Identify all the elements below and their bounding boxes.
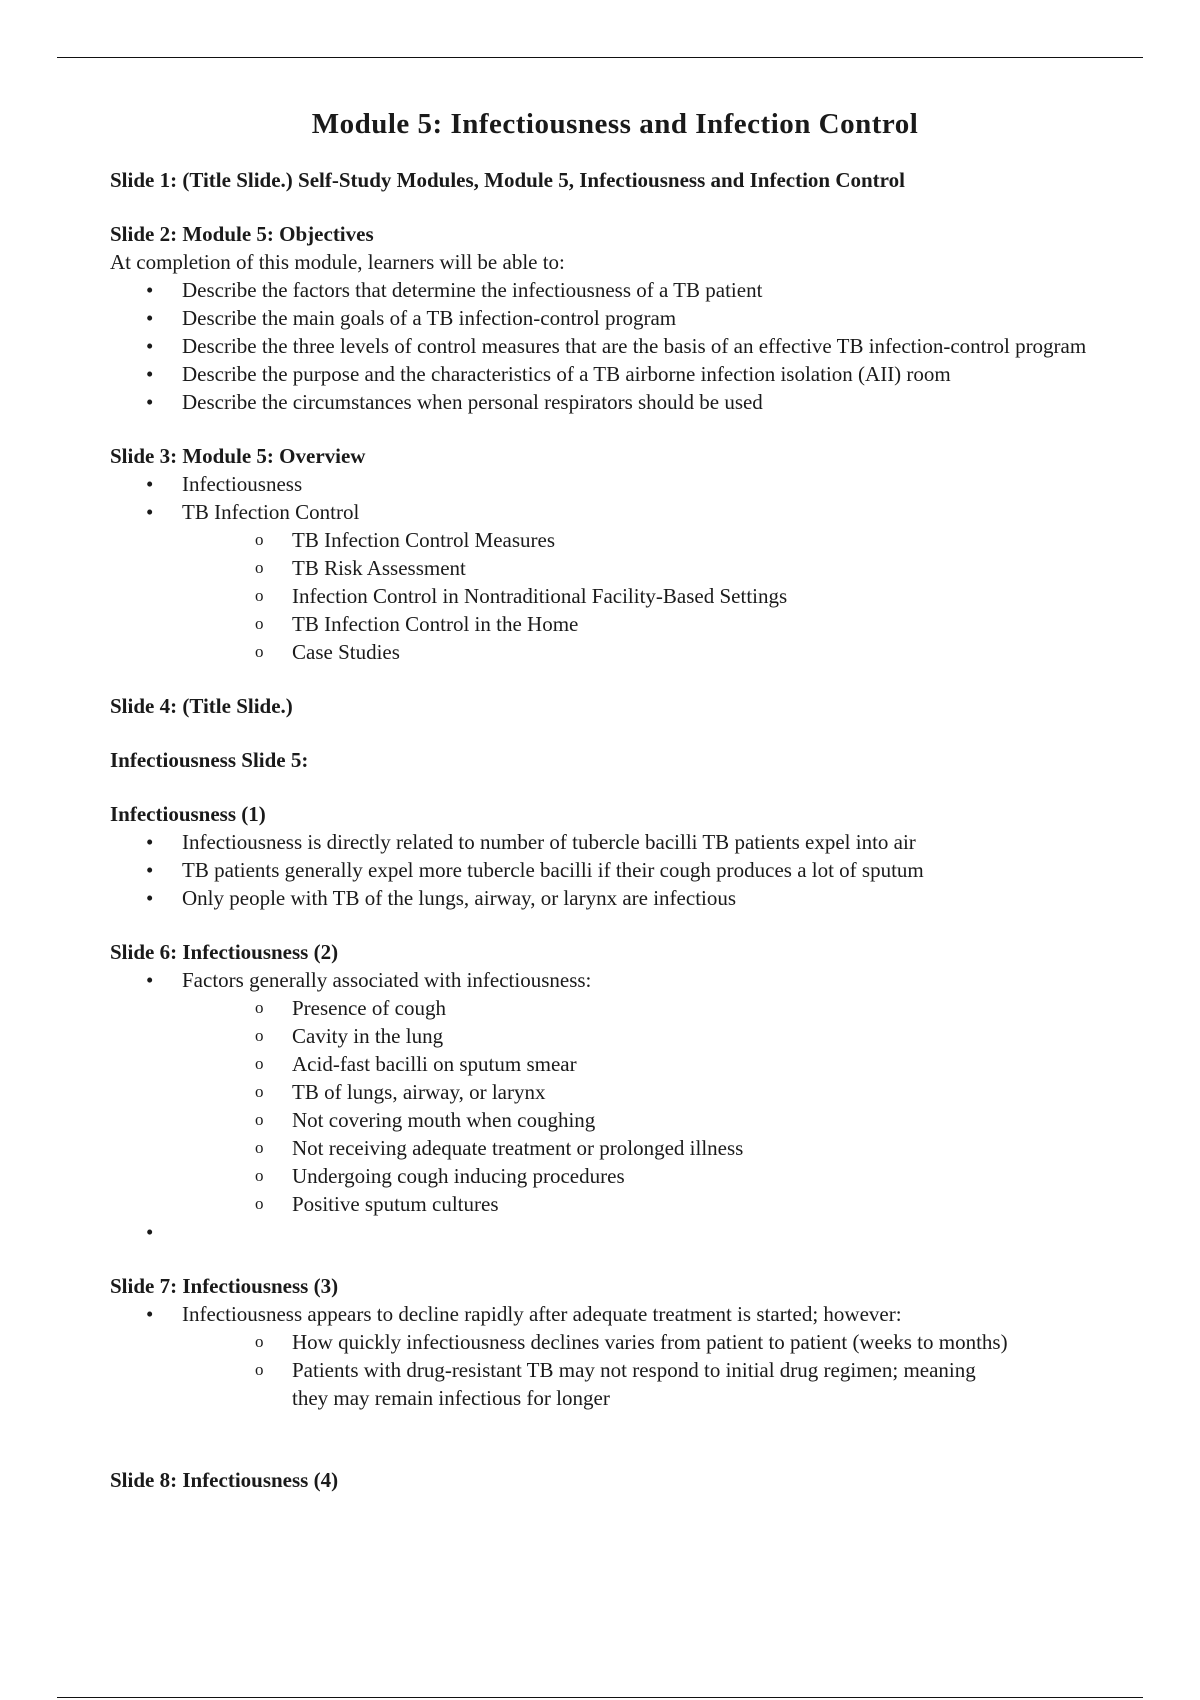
list-item: • Describe the factors that determine the infectiousness of a TB patient — [146, 278, 763, 302]
slide6-heading: Slide 6: Infectiousness (2) — [110, 940, 339, 964]
bullet-icon: • — [146, 886, 154, 910]
sublist-item: o Not receiving adequate treatment or prolonged illness — [255, 1136, 744, 1160]
bullet-icon: • — [146, 1220, 154, 1244]
circle-bullet-icon: o — [255, 530, 264, 549]
circle-bullet-icon: o — [255, 1166, 264, 1185]
slide3-heading: Slide 3: Module 5: Overview — [110, 444, 366, 468]
bullet-icon: • — [146, 472, 154, 496]
bullet-icon: • — [146, 830, 154, 854]
slide5-section — [110, 800, 1120, 912]
sublist-item: o TB of lungs, airway, or larynx — [255, 1080, 546, 1104]
empty-list — [110, 1218, 1120, 1246]
circle-bullet-icon: o — [255, 642, 264, 661]
sublist-item: o How quickly infectiousness declines varies from patient to patient (weeks to months) — [255, 1330, 1008, 1354]
bullet-icon: • — [146, 362, 154, 386]
sublist-item: o Not covering mouth when coughing — [255, 1108, 596, 1132]
circle-bullet-icon: o — [255, 614, 264, 633]
decline-sublist — [110, 1328, 1120, 1412]
circle-bullet-icon: o — [255, 586, 264, 605]
slide2-intro: At completion of this module, learners will be able to: — [110, 250, 565, 274]
slide4-heading: Slide 4: (Title Slide.) — [110, 694, 293, 718]
circle-bullet-icon: o — [255, 1332, 264, 1351]
empty-list-item — [110, 1218, 1120, 1246]
slide8-heading: Slide 8: Infectiousness (4) — [110, 1468, 339, 1492]
factors-list — [110, 966, 1120, 994]
infectiousness-list — [110, 828, 1120, 912]
list-item: • Only people with TB of the lungs, airway, or larynx are infectious — [146, 886, 737, 910]
bullet-icon: • — [146, 334, 154, 358]
document-page — [110, 108, 1120, 1494]
slide7-section — [110, 1272, 1120, 1412]
list-item: • TB Infection Control — [146, 500, 360, 524]
sublist-item: o Presence of cough — [255, 996, 446, 1020]
slide7-heading: Slide 7: Infectiousness (3) — [110, 1274, 339, 1298]
overview-sublist — [110, 526, 1120, 666]
bullet-icon: • — [146, 278, 154, 302]
bullet-icon: • — [146, 858, 154, 882]
slide5-subheading: Infectiousness (1) — [110, 802, 266, 826]
sublist-item: o Acid-fast bacilli on sputum smear — [255, 1052, 577, 1076]
circle-bullet-icon: o — [255, 998, 264, 1017]
overview-list — [110, 470, 1120, 526]
bullet-icon: • — [146, 968, 154, 992]
circle-bullet-icon: o — [255, 1110, 264, 1129]
slide1-heading: Slide 1: (Title Slide.) Self-Study Modules, Module 5, Infectiousness and Infection Control — [110, 168, 905, 192]
list-item: • Describe the circumstances when personal respirators should be used — [146, 390, 763, 414]
objectives-list — [110, 276, 1120, 416]
sublist-item: o TB Infection Control Measures — [255, 528, 556, 552]
top-rule — [57, 57, 1143, 58]
bullet-icon: • — [146, 390, 154, 414]
list-item: • Describe the three levels of control measures that are the basis of an effective TB infection-control program — [146, 334, 1087, 358]
sublist-item: o Case Studies — [255, 640, 400, 664]
slide5-heading: Infectiousness Slide 5: — [110, 748, 309, 772]
bullet-icon: • — [146, 306, 154, 330]
decline-list — [110, 1300, 1120, 1328]
list-item: • Infectiousness is directly related to number of tubercle bacilli TB patients expel into air — [146, 830, 916, 854]
list-item: • Infectiousness — [146, 472, 303, 496]
factors-sublist — [110, 994, 1120, 1218]
list-item: • TB patients generally expel more tubercle bacilli if their cough produces a lot of sputum — [146, 858, 924, 882]
sublist-item: o Positive sputum cultures — [255, 1192, 499, 1216]
bottom-rule — [57, 1697, 1143, 1698]
bullet-icon: • — [146, 1302, 154, 1326]
sublist-item: o TB Risk Assessment — [255, 556, 466, 580]
sublist-item: o TB Infection Control in the Home — [255, 612, 579, 636]
slide6-section — [110, 938, 1120, 1246]
list-item: • Infectiousness appears to decline rapidly after adequate treatment is started; however: — [146, 1302, 902, 1326]
circle-bullet-icon: o — [255, 558, 264, 577]
bullet-icon: • — [146, 500, 154, 524]
slide3-section — [110, 442, 1120, 666]
list-item: • Factors generally associated with infectiousness: — [146, 968, 592, 992]
circle-bullet-icon: o — [255, 1194, 264, 1213]
list-item: • Describe the main goals of a TB infection-control program — [146, 306, 677, 330]
circle-bullet-icon: o — [255, 1026, 264, 1045]
slide2-heading: Slide 2: Module 5: Objectives — [110, 222, 374, 246]
sublist-item: o Undergoing cough inducing procedures — [255, 1164, 625, 1188]
circle-bullet-icon: o — [255, 1360, 264, 1379]
sublist-item: o Cavity in the lung — [255, 1024, 444, 1048]
sublist-item: o Infection Control in Nontraditional Facility-Based Settings — [255, 584, 788, 608]
document-title: Module 5: Infectiousness and Infection Control — [311, 108, 919, 140]
circle-bullet-icon: o — [255, 1138, 264, 1157]
circle-bullet-icon: o — [255, 1082, 264, 1101]
sublist-item: o Patients with drug-resistant TB may not respond to initial drug regimen; meaning they may remain infectious for longer — [255, 1358, 976, 1410]
slide2-section — [110, 220, 1120, 416]
circle-bullet-icon: o — [255, 1054, 264, 1073]
list-item: • Describe the purpose and the characteristics of a TB airborne infection isolation (AII) room — [146, 362, 951, 386]
